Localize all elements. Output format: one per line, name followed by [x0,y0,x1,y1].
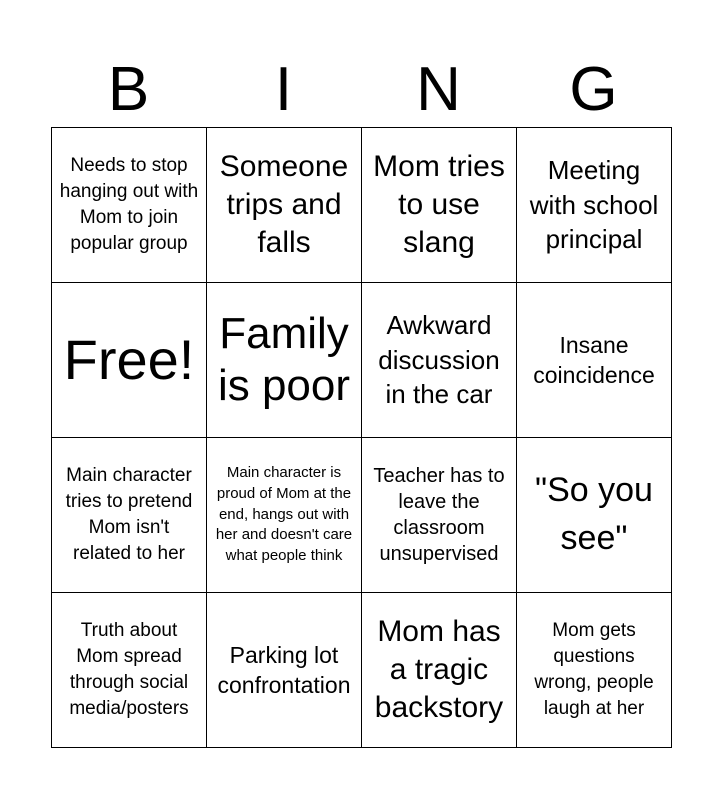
cell-text: Main character is proud of Mom at the end, hangs out with her and doesn't care what people think [215,464,353,565]
cell-text: Someone trips and falls [219,149,349,260]
bingo-cell[interactable] [362,438,517,593]
bingo-cell[interactable] [517,283,672,438]
bingo-cell[interactable] [52,593,207,748]
bingo-cell[interactable] [517,593,672,748]
bingo-cell[interactable] [52,438,207,593]
cell-text: Insane coincidence [533,331,655,388]
cell-text: Parking lot confrontation [217,641,351,698]
cell-text: Main character tries to pretend Mom isn't related to her [65,464,193,565]
bingo-cell[interactable] [517,438,672,593]
cell-text: Awkward discussion in the car [378,309,500,410]
cell-text: Teacher has to leave the classroom unsupervised [373,465,505,565]
cell-text: "So you see" [535,471,653,557]
bingo-grid [51,127,672,748]
cell-text: Mom has a tragic backstory [374,614,504,725]
cell-text: Mom gets questions wrong, people laugh at her [534,619,654,720]
bingo-cell[interactable] [207,283,362,438]
bingo-cell[interactable] [362,283,517,438]
bingo-header [51,55,671,125]
bingo-cell[interactable] [362,128,517,283]
cell-text: Mom tries to use slang [373,149,505,260]
header-letter-b: B [107,55,150,124]
cell-text: Needs to stop hanging out with Mom to join popular group [59,154,199,255]
bingo-cell[interactable] [517,128,672,283]
cell-text: Family is poor [217,309,351,410]
bingo-cell[interactable] [52,128,207,283]
free-space-text: Free! [63,327,195,391]
bingo-cell[interactable] [207,593,362,748]
cell-text: Truth about Mom spread through social media/posters [69,619,189,720]
header-letter-g: G [569,55,618,124]
bingo-cell[interactable] [207,438,362,593]
bingo-cell[interactable] [362,593,517,748]
bingo-cell[interactable] [207,128,362,283]
header-letter-i: I [274,55,293,124]
cell-text: Meeting with school principal [529,154,659,255]
free-space-cell[interactable] [52,283,207,438]
header-letter-n: N [416,55,461,124]
